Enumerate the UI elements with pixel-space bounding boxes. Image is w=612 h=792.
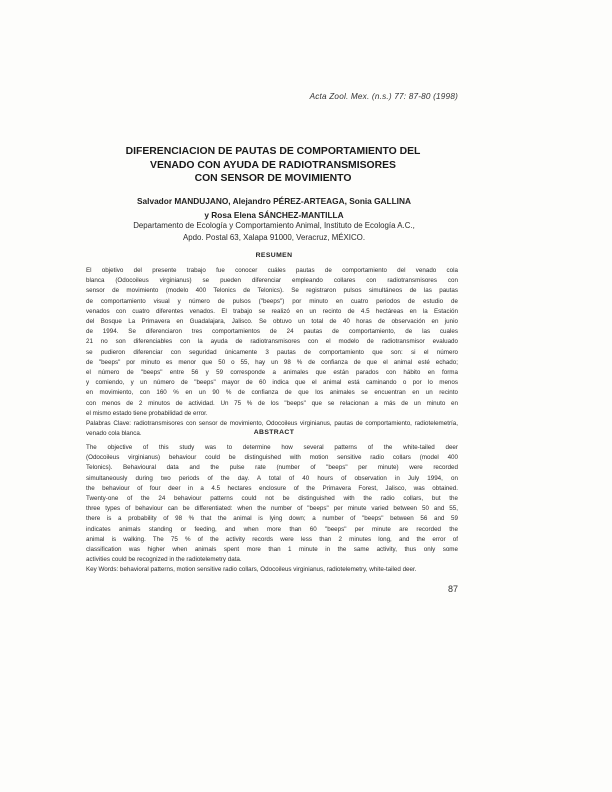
text-line: blanca (Odocoileus virginianus) se pueden diferenciar empleando collares con radiotransmisores con (86, 277, 458, 285)
text-line: the behaviour of four deer in a 4.5 hectares enclosure of the Primavera Forest, Jalisco, was obtained. (86, 484, 458, 492)
author-line: Salvador MANDUJANO, Alejandro PÉREZ-ARTEAGA, Sonia GALLINA (137, 196, 411, 206)
text-line: 21 no son diferenciables con la ayuda de radiotransmisores con el modelo de radiotransmisor evaluado (86, 338, 458, 346)
text-line: venados con cuatro diferentes venados. El trabajo se realizó en un recinto de 4.5 hectáreas en la Estación (86, 307, 458, 315)
abstract-heading: ABSTRACT (253, 429, 295, 436)
page-number: 87 (447, 584, 458, 594)
affiliation-line: Apdo. Postal 63, Xalapa 91000, Veracruz, MÉXICO. (182, 233, 366, 242)
text-line: El objetivo del presente trabajo fue conocer cuáles pautas de comportamiento del venado cola (86, 267, 458, 274)
text-line: del Bosque La Primavera en Guadalajara, Jalisco. Se obtuvo un total de 40 horas de observación en junio (86, 318, 458, 326)
affiliation (96, 220, 452, 244)
text-line: Twenty-one of the 24 behaviour patterns could not be distinguished with the radio collars, but the (86, 495, 458, 503)
keywords: Key Words: behavioral patterns, motion sensitive radio collars, Odocoileus virginianus, radiotelemetry, white-tailed deer. (86, 566, 417, 574)
abstract-body (86, 443, 458, 576)
title-line: DIFERENCIACION DE PAUTAS DE COMPORTAMIENTO DEL (125, 146, 421, 157)
text-line: de comportamiento visual y número de pulsos ("beeps") por minuto en cuatro periodos de estudio de (86, 297, 458, 305)
author-list (96, 194, 452, 222)
text-line: el número de "beeps" entre 56 y 59 corresponde a animales que están parados con hábito en forma (86, 369, 458, 377)
resumen-heading: RESUMEN (255, 252, 293, 259)
text-line: classification was higher when animals spent more than 1 minute in the same activity, thus only some (86, 546, 458, 554)
text-line: indicates animals standing or feeding, and when more than 60 "beeps" per minute are recorded the (86, 525, 458, 533)
author-line: y Rosa Elena SÁNCHEZ-MANTILLA (204, 210, 344, 220)
text-line: there is a probability of 98 % that the animal is lying down; a number of "beeps" between 56 and 59 (86, 515, 458, 523)
text-line: se pudieron diferenciar con seguridad únicamente 3 pautas de comportamiento que son: si el número (86, 348, 458, 356)
text-line: el mismo estado tiene probabilidad de error. (86, 409, 208, 417)
title-line: CON SENSOR DE MOVIMIENTO (194, 173, 352, 184)
resumen-body (86, 266, 458, 439)
text-line: Telonics). Behavioural data and the pulse rate (number of "beeps" per minute) were recorded (86, 464, 458, 472)
affiliation-line: Departamento de Ecología y Comportamiento Animal, Instituto de Ecología A.C., (133, 221, 415, 230)
text-line: con menos de 2 minutos de actividad. Un 75 % de los "beeps" que se relacionan a más de un minuto en (86, 399, 458, 407)
text-line: de 1994. Se diferenciaron tres comportamientos de 24 pautas de comportamiento, de las cuales (86, 328, 458, 336)
text-line: de "beeps" por minuto es menor que 50 o 55, hay un 98 % de confianza de que el animal esté echado; (86, 358, 458, 366)
article-title (90, 145, 456, 186)
text-line: animal is walking. The 75 % of the activity records were less than 2 minutes long, and the error of (86, 535, 458, 543)
text-line: (Odocoileus virginianus) behaviour could be distinguished with motion sensitive radio collars (model 400 (86, 454, 458, 462)
keywords: Palabras Clave: radiotransmisores con sensor de movimiento, Odocoileus virginianus, pautas de comportamiento, radiotelemetría, venado cola blanca. (86, 420, 458, 438)
text-line: y comiendo, y un número de "beeps" mayor de 60 indica que el animal está caminando o por lo menos (86, 379, 458, 387)
text-line: en movimiento, con 160 % en un 90 % de confianza de que los animales se encuentran en un recinto (86, 389, 458, 397)
title-line: VENADO CON AYUDA DE RADIOTRANSMISORES (150, 159, 396, 171)
journal-reference: Acta Zool. Mex. (n.s.) 77: 87-80 (1998) (309, 92, 458, 101)
text-line: simultaneously during two periods of the day. A total of 40 hours of observation in July 1994, on (86, 474, 458, 482)
text-line: three types of behaviour can be differentiated: when the number of "beeps" per minute varied between 50 and 55, (86, 505, 458, 513)
text-line: activities could be recognized in the radiotelemetry data. (86, 556, 242, 564)
text-line: The objective of this study was to determine how several patterns of the white-tailed deer (86, 444, 458, 451)
text-line: sensor de movimiento (modelo 400 Telonics de Telonics). Se registraron pulsos simultáneos de las pautas (86, 287, 458, 295)
